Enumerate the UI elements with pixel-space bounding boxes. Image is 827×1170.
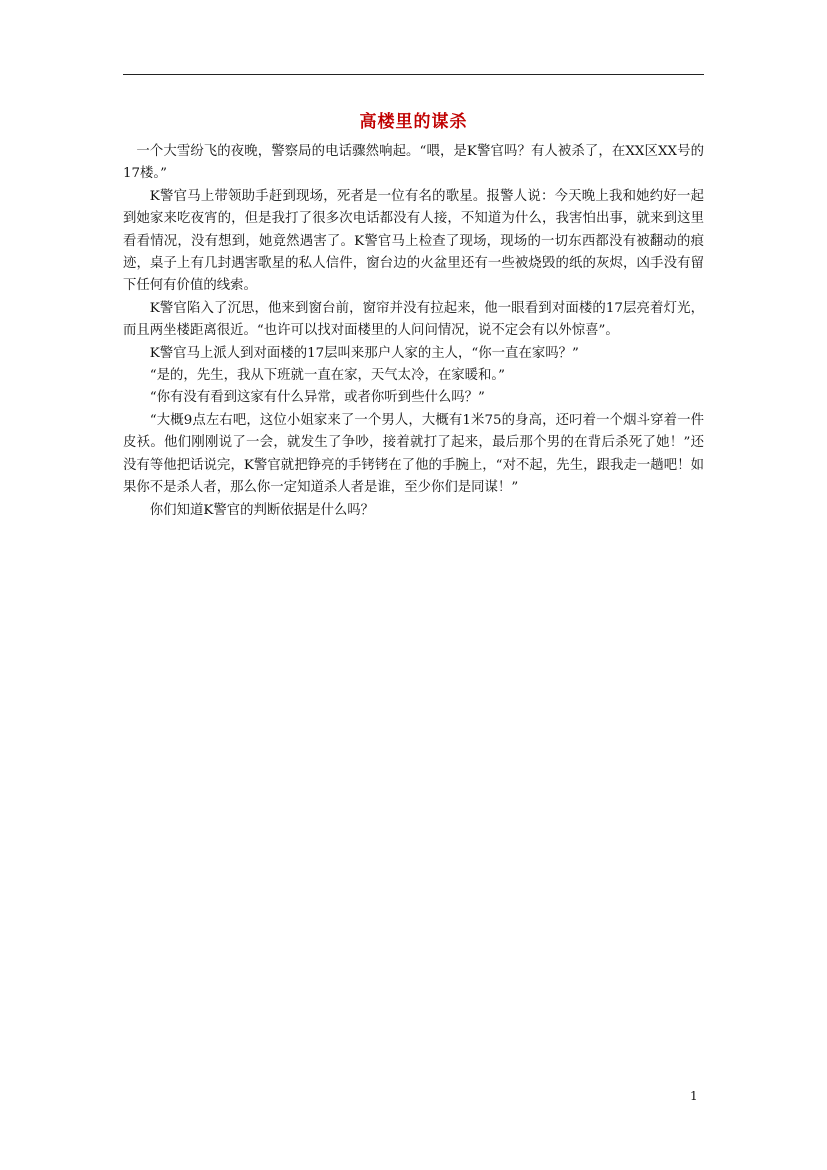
header-rule <box>123 74 704 75</box>
document-title: 高楼里的谋杀 <box>359 112 468 132</box>
paragraph-6: “你有没有看到这家有什么异常，或者你听到些什么吗？” <box>149 390 485 406</box>
paragraph-3: K警官陷入了沉思，他来到窗台前，窗帘并没有拉起来，他一眼看到对面楼的17层亮着灯光，而且两坐楼距离很近。“也许可以找对面楼里的人问问情况，说不定会有以外惊喜”。 <box>123 300 704 339</box>
paragraph-8: 你们知道K警官的判断依据是什么吗？ <box>149 502 375 518</box>
paragraph-4: K警官马上派人到对面楼的17层叫来那户人家的主人，“你一直在家吗？” <box>149 345 579 361</box>
document-body <box>123 141 704 522</box>
paragraph-5: “是的，先生，我从下班就一直在家，天气太冷，在家暖和。” <box>149 368 505 384</box>
page-number: 1 <box>690 1089 698 1103</box>
paragraph-2: K警官马上带领助手赶到现场，死者是一位有名的歌星。报警人说：今天晚上我和她约好一起到她家来吃夜宵的，但是我打了很多次电话都没有人接，不知道为什么，我害怕出事，就来到这里看看情况，没有想到，她竟然遇害了。K警官马上检查了现场，现场的一切东西都没有被翻动的痕迹，桌子上有几封遇害歌星的私人信件，窗台边的火盆里还有一些被烧毁的纸的灰烬，凶手没有留下任何有价值的线索。 <box>123 188 704 294</box>
paragraph-1: 一个大雪纷飞的夜晚，警察局的电话骤然响起。“喂，是K警官吗？有人被杀了，在XX区XX号的17楼。” <box>123 144 704 182</box>
paragraph-7: “大概9点左右吧，这位小姐家来了一个男人，大概有1米75的身高，还叼着一个烟斗穿着一件皮袄。他们刚刚说了一会，就发生了争吵，接着就打了起来，最后那个男的在背后杀死了她！”还没有等他把话说完，K警官就把铮亮的手铐铐在了他的手腕上，“对不起，先生，跟我走一趟吧！如果你不是杀人者，那么你一定知道杀人者是谁，至少你们是同谋！” <box>123 412 704 496</box>
